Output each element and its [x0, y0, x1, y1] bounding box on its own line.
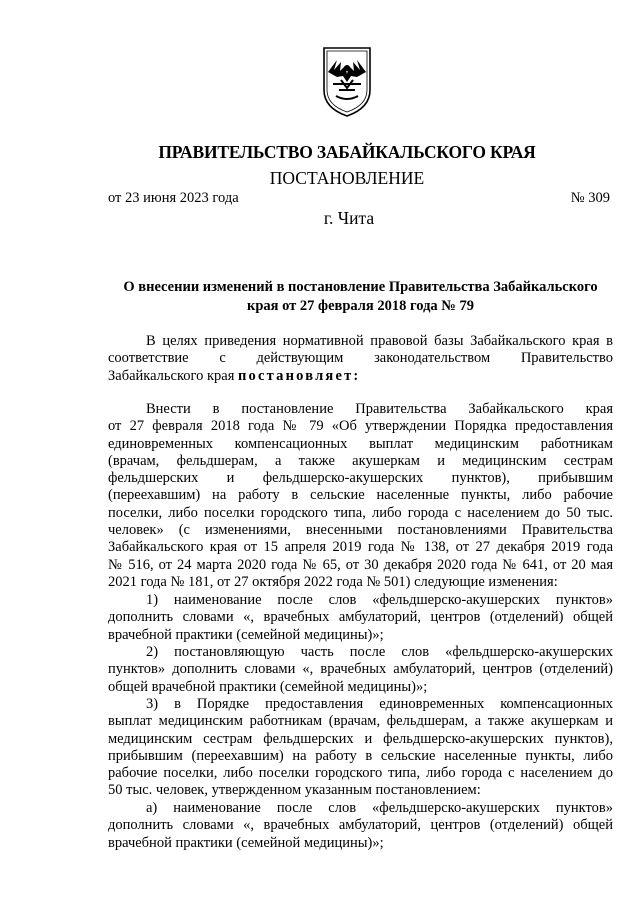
text-line: фельдшерских и фельдшерско-акушерских пунктов), прибывшим	[108, 470, 613, 487]
text-line: дополнить словами «, врачебных амбулаторий, центров (отделений) общей	[108, 609, 613, 626]
subject-line: края от 27 февраля 2018 года № 79	[246, 298, 474, 314]
subject-line: О внесении изменений в постановление Правительства Забайкальского	[123, 279, 598, 295]
decree-keyword: постановляет:	[238, 367, 361, 384]
text-line: (врачам, фельдшерам, а также акушеркам и медицинским сестрам	[108, 452, 613, 469]
text-line: соответствие с действующим законодательством Правительство	[108, 350, 613, 367]
preamble-paragraph	[108, 333, 613, 385]
text-line: врачебной практики (семейной медицины)»;	[108, 834, 384, 851]
text-line: а) наименование после слов «фельдшерско-акушерских пунктов»	[146, 800, 613, 816]
text-line: человек» (с изменениями, внесенными постановлениями Правительства	[108, 522, 613, 539]
text-line: дополнить словами «, врачебных амбулаторий, центров (отделений) общей	[108, 817, 613, 834]
text-line: медицинским сестрам фельдшерских и фельдшерско-акушерских пунктов),	[108, 730, 613, 747]
text-line: 2) постановляющую часть после слов «фельдшерско-акушерских	[146, 644, 613, 660]
text-line: рабочие поселки, либо поселки городского типа, либо города с населением до	[108, 765, 613, 782]
text-line: пунктов» дополнить словами «, врачебных амбулаторий, центров (отделений)	[108, 661, 613, 678]
list-item-3	[108, 696, 613, 800]
text-line: Забайкальского края от 15 апреля 2019 года № 138, от 27 декабря 2019 года	[108, 539, 613, 556]
document-type: ПОСТАНОВЛЕНИЕ	[269, 168, 425, 188]
list-item-1	[108, 592, 613, 644]
text-line: (переехавшим) на работу в сельские населенные пункты, либо рабочие	[108, 487, 613, 504]
text-line: поселки, либо поселки городского типа, либо города с населением до 50 тыс.	[108, 504, 613, 521]
text-line: общей врачебной практики (семейной медицины)»;	[108, 678, 428, 695]
text-line: прибывшим (переехавшим) на работу в сельские населенные пункты, либо	[108, 747, 613, 764]
document-city: г. Чита	[323, 208, 375, 228]
coat-of-arms-icon	[321, 46, 373, 118]
text-line: № 516, от 24 марта 2020 года № 65, от 30 декабря 2020 года № 641, от 20 мая	[108, 556, 613, 573]
document-number: № 309	[570, 190, 610, 206]
text-line: 1) наименование после слов «фельдшерско-акушерских пунктов»	[146, 592, 613, 608]
list-item-2	[108, 644, 613, 696]
text-line: 3) в Порядке предоставления единовременных компенсационных	[146, 696, 613, 712]
text-line: врачебной практики (семейной медицины)»;	[108, 626, 384, 643]
text-line: Забайкальского края постановляет:	[108, 367, 361, 384]
government-title: ПРАВИТЕЛЬСТВО ЗАБАЙКАЛЬСКОГО КРАЯ	[158, 142, 536, 162]
text-line: 50 тыс. человек, утвержденном указанным постановлением:	[108, 782, 481, 799]
text-line: выплат медицинским работникам (врачам, фельдшерам, а также акушеркам и	[108, 713, 613, 730]
list-subitem-3a	[108, 800, 613, 852]
document-date: от 23 июня 2023 года	[108, 190, 239, 206]
text-line: В целях приведения нормативной правовой базы Забайкальского края в	[146, 333, 613, 349]
text-line: от 27 февраля 2018 года № 79 «Об утверждении Порядка предоставления	[108, 418, 613, 435]
text-line: единовременных компенсационных выплат медицинским работникам	[108, 435, 613, 452]
text-line: Внести в постановление Правительства Забайкальского края	[146, 401, 613, 417]
text-line: 2021 года № 181, от 27 октября 2022 года № 501) следующие изменения:	[108, 573, 558, 590]
main-paragraph	[108, 401, 613, 591]
document-subject	[108, 278, 613, 316]
